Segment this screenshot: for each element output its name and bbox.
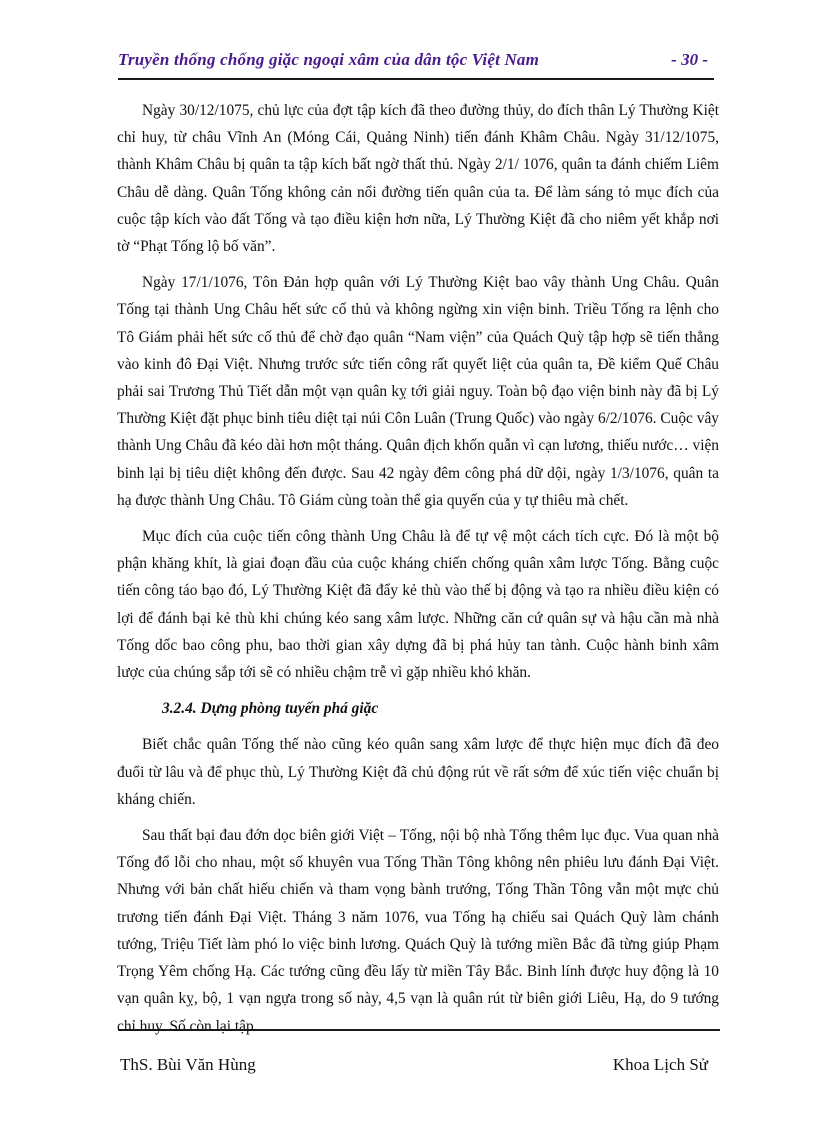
paragraph-khamchau: Ngày 30/12/1075, chủ lực của đợt tập kích đã theo đường thủy, do đích thân Lý Thường Kiệt chỉ huy, từ châu Vĩnh An (Móng Cái, Quảng Ninh) tiến đánh Khâm Châu. Ngày 31/12/1075, thành Khâm Châu bị quân ta tập kích bất ngờ thất thủ. Ngày 2/1/ 1076, quân ta đánh chiếm Liêm Châu dễ dàng. Quân Tống không cản nổi đường tiến quân của ta. Để làm sáng tỏ mục đích của cuộc tập kích vào đất Tống và tạo điều kiện hơn nữa, Lý Thường Kiệt đã cho niêm yết khắp nơi tờ “Phạt Tống lộ bố văn”. <box>117 102 719 256</box>
footer-divider <box>118 1029 720 1031</box>
paragraph-ungchau-siege: Ngày 17/1/1076, Tôn Đản hợp quân với Lý Thường Kiệt bao vây thành Ung Châu. Quân Tống tại thành Ung Châu hết sức cố thủ và không ngừng xin viện binh. Triều Tống ra lệnh cho Tô Giám phải hết sức cố thủ để chờ đạo quân “Nam viện” của Quách Quỳ tập hợp sẽ tiến thẳng vào kinh đô Đại Việt. Nhưng trước sức tiến công rất quyết liệt của quân ta, Đề kiểm Quế Châu phải sai Trương Thủ Tiết dẫn một vạn quân kỵ tới giải nguy. Toàn bộ đạo viện binh này đã bị Lý Thường Kiệt đặt phục binh tiêu diệt tại núi Côn Luân (Trung Quốc) vào ngày 6/2/1076. Cuộc vây thành Ung Châu đã kéo dài hơn một tháng. Quân địch khốn quẫn vì cạn lương, thiếu nước… viện binh lại bị tiêu diệt không đến được. Sau 42 ngày đêm công phá dữ dội, ngày 1/3/1076, quân ta hạ được thành Ung Châu. Tô Giám cùng toàn thể gia quyến của y tự thiêu mà chết. <box>117 274 719 509</box>
page-header <box>118 50 714 80</box>
header-title: Truyền thống chống giặc ngoại xâm của dân tộc Việt Nam <box>118 50 540 69</box>
section-heading: 3.2.4. Dựng phòng tuyến phá giặc <box>162 700 379 718</box>
paragraph-purpose: Mục đích của cuộc tiến công thành Ung Châu là để tự vệ một cách tích cực. Đó là một bộ phận khăng khít, là giai đoạn đầu của cuộc kháng chiến chống quân xâm lược Tống. Bằng cuộc tiến công táo bạo đó, Lý Thường Kiệt đã đẩy kẻ thù vào thế bị động và tạo ra nhiều điều kiện có lợi để đánh bại kẻ thù khi chúng kéo sang xâm lược. Những căn cứ quân sự và hậu cần mà nhà Tống dốc bao công phu, bao thời gian xây dựng đã bị phá hủy tan tành. Cuộc hành binh xâm lược của chúng sắp tới sẽ có nhiều chậm trễ vì gặp nhiều khó khăn. <box>117 528 719 682</box>
paragraph-song-invasion: Sau thất bại đau đớn dọc biên giới Việt – Tống, nội bộ nhà Tống thêm lục đục. Vua quan nhà Tống đổ lỗi cho nhau, một số khuyên vua Tống Thần Tông không nên phiêu lưu đánh Đại Việt. Nhưng với bản chất hiếu chiến và tham vọng bành trướng, Tống Thần Tông vẫn một mực chủ trương tiến đánh Đại Việt. Tháng 3 năm 1076, vua Tống hạ chiếu sai Quách Quỳ làm chánh tướng, Triệu Tiết làm phó lo việc binh lương. Quách Quỳ là tướng miền Bắc đã từng giúp Phạm Trọng Yêm chống Hạ. Các tướng cũng đều lấy từ miền Tây Bắc. Binh lính được huy động là 10 vạn quân kỵ, bộ, 1 vạn ngựa trong số này, 4,5 vạn là quân rút từ biên giới Liêu, Hạ, do 9 tướng chỉ huy. Số còn lại tập <box>117 827 719 1035</box>
paragraph-preparation: Biết chắc quân Tống thế nào cũng kéo quân sang xâm lược để thực hiện mục đích đã đeo đuổi từ lâu và để phục thù, Lý Thường Kiệt đã chủ động rút về rất sớm để xúc tiến việc chuẩn bị kháng chiến. <box>117 736 719 808</box>
footer-department: Khoa Lịch Sử <box>612 1055 708 1074</box>
page-number: - 30 - <box>671 50 708 69</box>
footer-author: ThS. Bùi Văn Hùng <box>120 1055 256 1074</box>
document-body <box>117 97 719 1049</box>
